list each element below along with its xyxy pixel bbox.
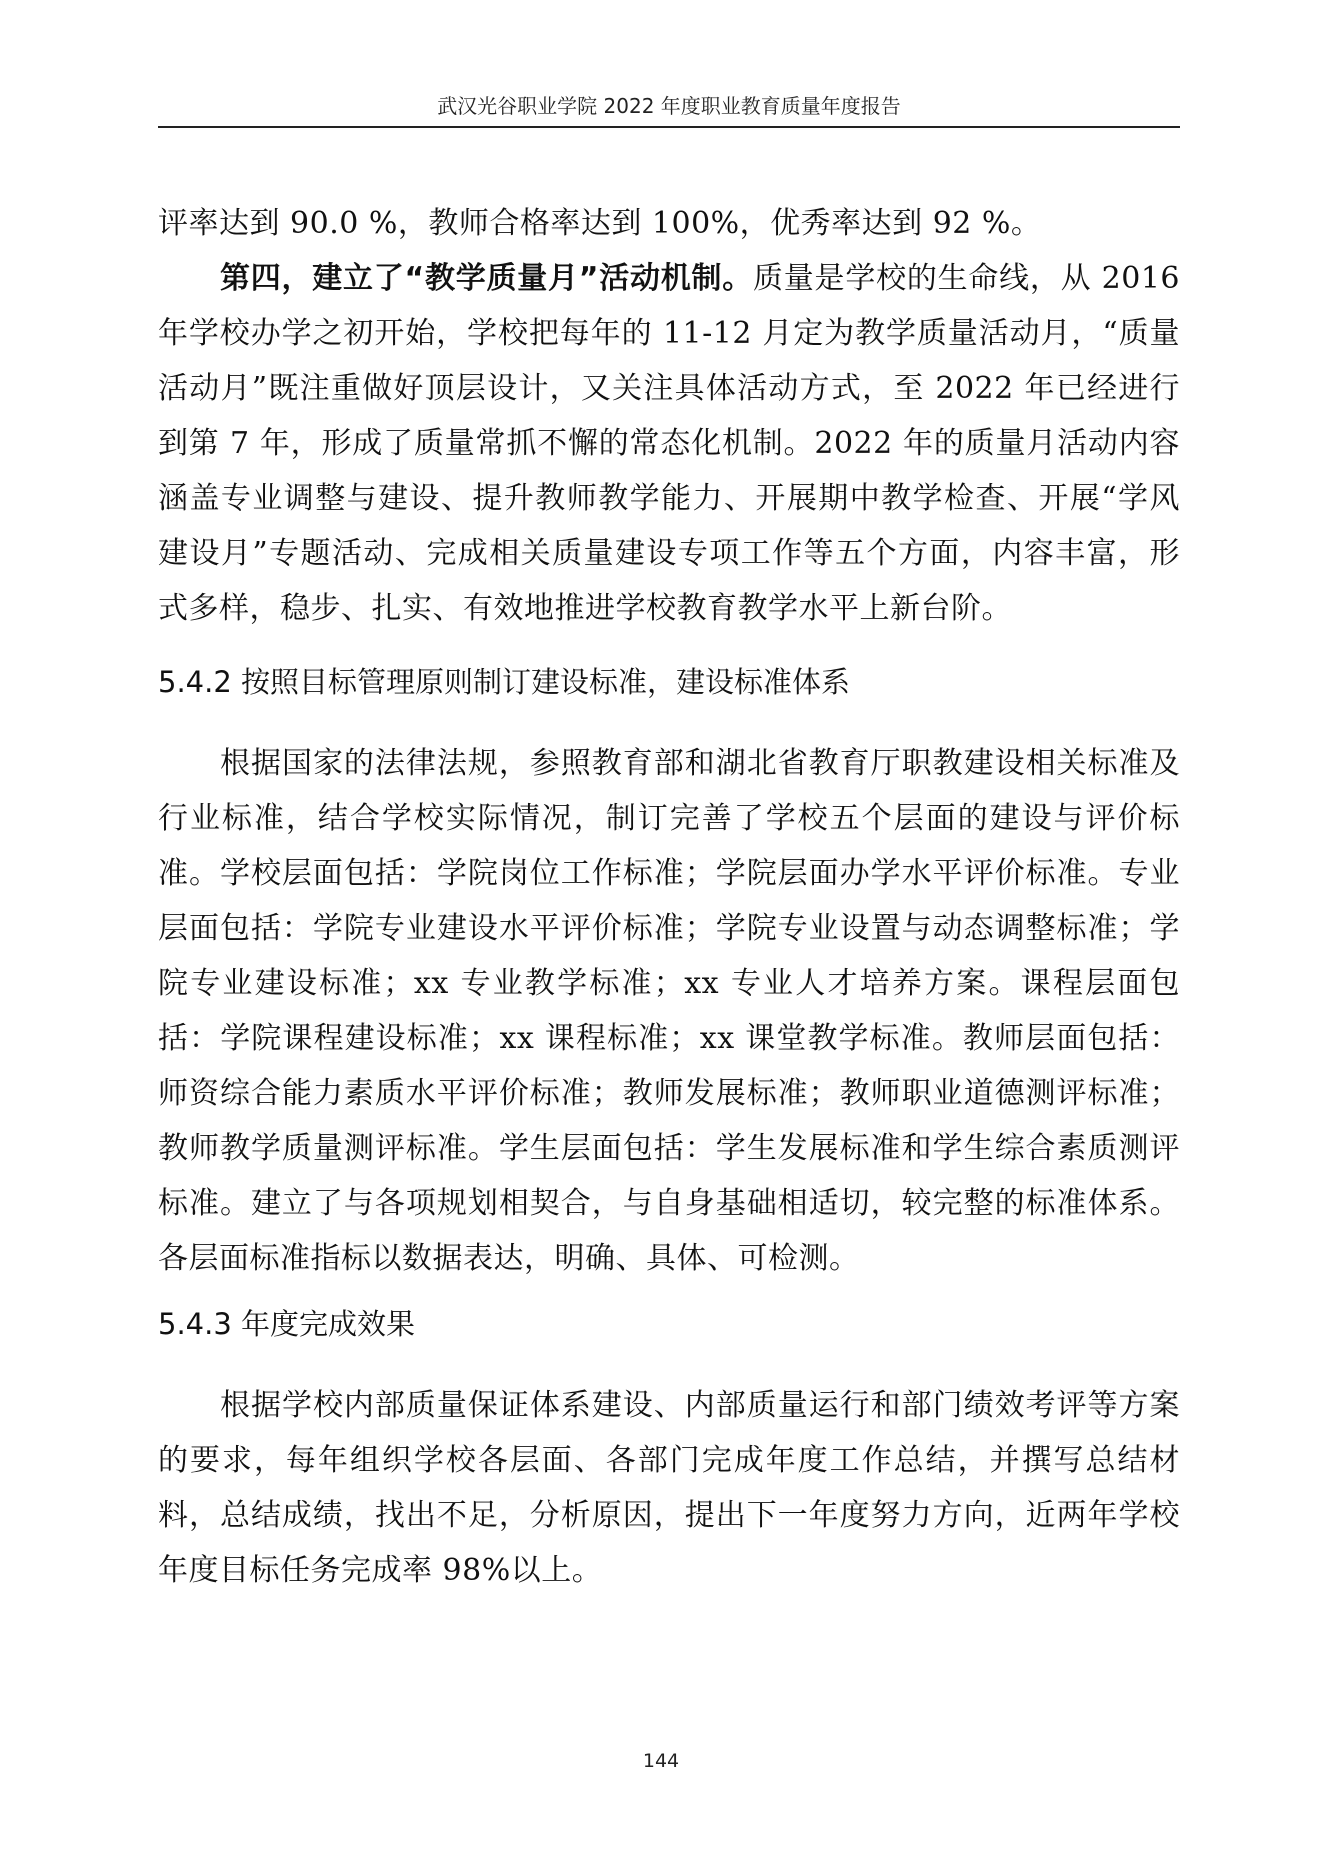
page-number: 144 <box>642 1750 680 1772</box>
paragraph-quality-month <box>158 251 1180 636</box>
section-heading-5-4-3: 5.4.3 年度完成效果 <box>158 1307 416 1341</box>
page-header: 武汉光谷职业学院 2022 年度职业教育质量年度报告 <box>158 86 1180 128</box>
paragraph-standards: 根据国家的法律法规，参照教育部和湖北省教育厅职教建设相关标准及行业标准，结合学校实际情况，制订完善了学校五个层面的建设与评价标准。学校层面包括：学院岗位工作标准；学院层面办学水平评价标准。专业层面包括：学院专业建设水平评价标准；学院专业设置与动态调整标准；学院专业建设标准；xx 专业教学标准；xx 专业人才培养方案。课程层面包括：学院课程建设标准；xx 课程标准；xx 课堂教学标准。教师层面包括：师资综合能力素质水平评价标准；教师发展标准；教师职业道德测评标准；教师教学质量测评标准。学生层面包括：学生发展标准和学生综合素质测评标准。建立了与各项规划相契合，与自身基础相适切，较完整的标准体系。各层面标准指标以数据表达，明确、具体、可检测。 <box>158 746 1180 1276</box>
paragraph-lead-bold: 第四，建立了“教学质量月”活动机制。 <box>220 261 754 296</box>
paragraph-body: 质量是学校的生命线，从 2016 年学校办学之初开始，学校把每年的 11-12 月定为教学质量活动月，“质量活动月”既注重做好顶层设计，又关注具体活动方式，至 2022 年已经进行到第 7 年，形成了质量常抓不懈的常态化机制。2022 年的质量月活动内容涵盖专业调整与建设、提升教师教学能力、开展期中教学检查、开展“学风建设月”专题活动、完成相关质量建设专项工作等五个方面，内容丰富，形式多样，稳步、扎实、有效地推进学校教育教学水平上新台阶。 <box>158 261 1180 626</box>
paragraph-continuation: 评率达到 90.0 %，教师合格率达到 100%，优秀率达到 92 %。 <box>158 206 1042 241</box>
page-content <box>158 196 1180 1598</box>
paragraph-annual-results: 根据学校内部质量保证体系建设、内部质量运行和部门绩效考评等方案的要求，每年组织学校各层面、各部门完成年度工作总结，并撰写总结材料，总结成绩，找出不足，分析原因，提出下一年度努力方向，近两年学校年度目标任务完成率 98%以上。 <box>158 1388 1180 1588</box>
section-heading-5-4-2: 5.4.2 按照目标管理原则制订建设标准，建设标准体系 <box>158 665 851 699</box>
